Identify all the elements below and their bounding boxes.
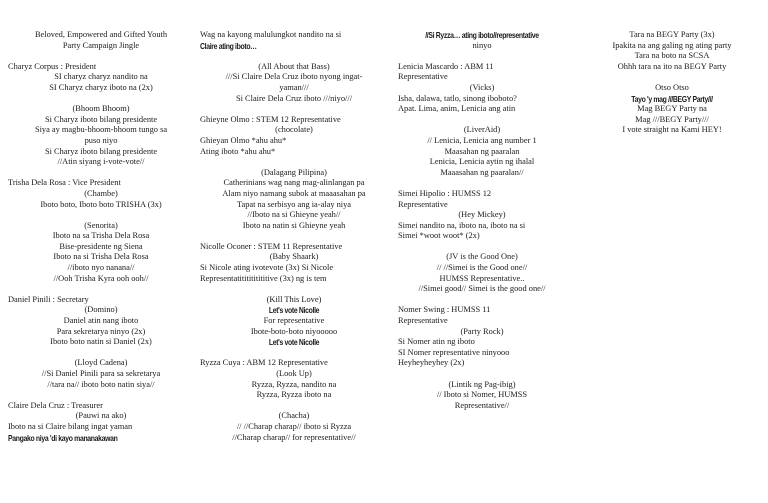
jingle-line: Simei nandito na, iboto na, iboto na si	[398, 220, 526, 230]
jingle-line: (LiverAid)	[463, 125, 501, 135]
column-2	[200, 30, 388, 443]
jingle-line: (Kill This Love)	[266, 294, 322, 304]
jingle-line: Ipakita na ang galing ng ating party	[612, 40, 732, 50]
jingle-line: Iboto na si Claire bilang ingat yaman	[8, 421, 133, 431]
jingle-line: Ating iboto *ahu ahu*	[200, 146, 276, 156]
jingle-line: Ohhh tara na ito na BEGY Party	[617, 61, 727, 71]
jingle-line: (Baby Shaark)	[269, 252, 319, 262]
jingle-line: Siya ay magbu-bhoom-bhoom tungo sa	[34, 125, 168, 135]
jingle-line	[200, 41, 388, 52]
line-gap	[200, 104, 388, 115]
jingle-line: // Lenicia, Lenicia ang number 1	[427, 135, 537, 145]
jingle-line: Ryzza Cuya : ABM 12 Representative	[200, 358, 328, 368]
line-gap	[398, 51, 566, 62]
emphasized-line-text: Let's vote Nicolle	[268, 305, 320, 316]
jingle-line: (Domino)	[84, 305, 118, 315]
jingle-line: I vote straight na Kami HEY!	[622, 125, 722, 135]
jingle-line: Tapat na serbisyo ang ia-alay niya	[236, 199, 352, 209]
jingle-line: SI charyz charyz nandito na	[54, 72, 148, 82]
jingle-line: Tara na boto na SCSA	[634, 51, 710, 61]
jingle-line: Apat. Lima, anim, Lenicia ang atin	[398, 104, 516, 114]
line-gap	[200, 284, 388, 295]
jingle-line: puso niyo	[84, 135, 118, 145]
line-gap	[200, 401, 388, 412]
jingle-line: //Ooh Trisha Kyra ooh ooh//	[53, 273, 149, 283]
jingle-line: Iboto na si Trisha Dela Rosa	[53, 252, 149, 262]
jingle-line: Iboto na sa Trisha Dela Rosa	[52, 231, 150, 241]
jingle-line: Si Claire Dela Cruz iboto ///niyo///	[235, 93, 353, 103]
jingle-line: yaman///	[279, 82, 309, 92]
line-gap	[398, 242, 566, 253]
jingle-line: //iboto nyo nanana//	[67, 263, 135, 273]
jingle-line: Alam niyo namang subok at maaasahan pa	[222, 188, 366, 198]
line-gap	[398, 295, 566, 306]
jingle-line: (Chambe)	[84, 188, 118, 198]
jingle-line: Ibote-boto-boto niyooooo	[250, 326, 338, 336]
line-gap	[8, 168, 194, 179]
line-gap	[8, 348, 194, 359]
jingle-line	[200, 305, 388, 316]
jingle-line: (Lloyd Cadena)	[74, 358, 128, 368]
jingle-line: Si Nicole ating ivotevote (3x) Si Nicole	[200, 263, 334, 273]
line-gap	[200, 231, 388, 242]
line-gap	[398, 369, 566, 380]
jingle-line: Isha, dalawa, tatlo, sinong iboboto?	[398, 93, 517, 103]
column-3	[398, 30, 566, 411]
jingle-line: Representative	[398, 199, 448, 209]
emphasized-line-text: //Si Ryzza… ating iboto//representative	[425, 30, 539, 40]
jingle-line: Ghieyan Olmo *ahu ahu*	[200, 135, 287, 145]
jingle-line: (Party Rock)	[460, 326, 504, 336]
jingle-line: Wag na kayong malulungkot nandito na si	[200, 30, 342, 39]
jingle-line: Beloved, Empowered and Gifted Youth	[34, 30, 168, 39]
line-gap	[583, 72, 761, 83]
jingle-line: //Charap charap// for representative//	[232, 432, 356, 442]
jingle-line: (Senorita)	[84, 220, 118, 230]
jingle-line: ninyo	[472, 40, 492, 50]
jingle-line	[200, 337, 388, 348]
line-gap	[200, 51, 388, 62]
line-gap	[200, 348, 388, 359]
jingle-line: Trisha Dela Rosa : Vice President	[8, 178, 121, 188]
jingle-line: (Vicks)	[469, 82, 495, 92]
column-1	[8, 30, 194, 443]
jingle-line: (Pauwi na ako)	[75, 411, 127, 421]
jingle-line: Catherinians wag nang mag-alinlangan pa	[223, 178, 365, 188]
jingle-line: Lenicia, Lenicia aytin ng ihalal	[429, 157, 535, 167]
jingle-line: Maaasahan ng paaralan//	[440, 167, 524, 177]
jingle-line: // //Charap charap// iboto si Ryzza	[236, 421, 352, 431]
jingle-line: Tara na BEGY Party (3x)	[629, 30, 715, 39]
jingle-line: Otso Otso	[655, 82, 689, 92]
jingle-line: Daniel Pinili : Secretary	[8, 294, 89, 304]
jingle-line: Representative//	[454, 400, 510, 410]
jingle-line: Si Charyz iboto bilang presidente	[44, 114, 158, 124]
jingle-line: Ryzza, Ryzza iboto na	[256, 390, 332, 400]
jingle-line: Mag BEGY Party na	[637, 104, 707, 114]
jingle-line: //Iboto na si Ghieyne yeah//	[247, 210, 341, 220]
line-gap	[8, 210, 194, 221]
jingle-line: Maasahan ng paaralan	[444, 146, 520, 156]
jingle-line: Mag ///BEGY Party///	[635, 114, 709, 124]
column-4	[583, 30, 761, 136]
jingle-line: //Atin siyang i-vote-vote//	[57, 157, 145, 167]
emphasized-line-text: Pangako niya 'di kayo mananakawan	[8, 432, 118, 443]
line-gap	[398, 178, 566, 189]
jingle-line: Representative	[398, 316, 448, 326]
jingle-line: (Lintik ng Pag-ibig)	[448, 379, 516, 389]
jingle-line: (Hey Mickey)	[458, 210, 506, 220]
jingle-line: Iboto na natin si Ghieyne yeah	[242, 220, 346, 230]
jingle-line: Daniel atin nang iboto	[63, 316, 139, 326]
jingle-line: (Bhoom Bhoom)	[72, 104, 130, 114]
emphasized-line-text: Claire ating iboto…	[200, 40, 257, 51]
jingle-line: Si Charyz iboto bilang presidente	[44, 146, 158, 156]
jingle-line: Nicolle Oconer : STEM 11 Representative	[200, 241, 343, 251]
jingle-line: ///Si Claire Dela Cruz iboto nyong ingat-	[225, 72, 363, 82]
jingle-line: For representative	[263, 316, 325, 326]
jingle-line: (Chacha)	[278, 411, 310, 421]
jingle-line: Charyz Corpus : President	[8, 61, 97, 71]
jingle-line: Ghieyne Olmo : STEM 12 Representative	[200, 114, 341, 124]
jingle-line: //Si Daniel Pinili para sa sekretarya	[41, 369, 161, 378]
line-gap	[8, 284, 194, 295]
jingle-line: SI Charyz charyz iboto na (2x)	[49, 82, 153, 92]
jingle-line: Party Campaign Jingle	[62, 40, 140, 50]
jingle-line: (Dalagang Pilipina)	[261, 167, 327, 177]
jingle-line: HUMSS Representative..	[439, 273, 525, 283]
jingle-line: // Iboto si Nomer, HUMSS	[436, 390, 528, 400]
jingle-line: (All About that Bass)	[258, 61, 330, 71]
jingle-line: Nomer Swing : HUMSS 11	[398, 305, 491, 315]
jingle-line: Representatititititititive (3x) ng is tem	[200, 273, 327, 283]
jingle-line: Si Nomer atin ng iboto	[398, 337, 475, 347]
jingle-line	[398, 30, 566, 41]
jingle-line: Representative	[398, 72, 448, 82]
jingle-line	[8, 433, 194, 444]
jingle-line: Simei *woot woot* (2x)	[398, 231, 480, 241]
jingle-line: //Simei good// Simei is the good one//	[418, 284, 546, 294]
jingle-line: Bise-presidente ng Siena	[59, 241, 143, 251]
jingle-line: SI Nomer representative ninyooo	[398, 347, 510, 357]
line-gap	[398, 115, 566, 126]
jingle-line: Iboto boto, Iboto boto TRISHA (3x)	[40, 199, 162, 209]
line-gap	[8, 94, 194, 105]
jingle-line: Para sekretarya ninyo (2x)	[56, 326, 146, 336]
line-gap	[8, 390, 194, 401]
jingle-line: // //Simei is the Good one//	[436, 263, 528, 273]
jingle-line: (Look Up)	[276, 369, 312, 378]
jingle-line: Claire Dela Cruz : Treasurer	[8, 400, 103, 410]
line-gap	[8, 51, 194, 62]
jingle-line: Simei Hipolio : HUMSS 12	[398, 188, 492, 198]
jingle-line: (JV is the Good One)	[446, 252, 518, 262]
jingle-line: Ryzza, Ryzza, nandito na	[251, 379, 337, 389]
jingle-line: Heyheyheyhey (2x)	[398, 358, 465, 368]
line-gap	[200, 157, 388, 168]
jingle-line: //tara na// iboto boto natin siya//	[47, 379, 155, 389]
jingle-line: (chocolate)	[275, 125, 313, 135]
jingle-line: Iboto boto natin si Daniel (2x)	[50, 337, 152, 347]
emphasized-line-text: Let's vote Nicolle	[268, 337, 320, 348]
jingle-line	[583, 94, 761, 105]
jingle-line: Lenicia Mascardo : ABM 11	[398, 61, 494, 71]
emphasized-line-text: Tayo 'y mag ///BEGY Party///	[631, 93, 713, 104]
